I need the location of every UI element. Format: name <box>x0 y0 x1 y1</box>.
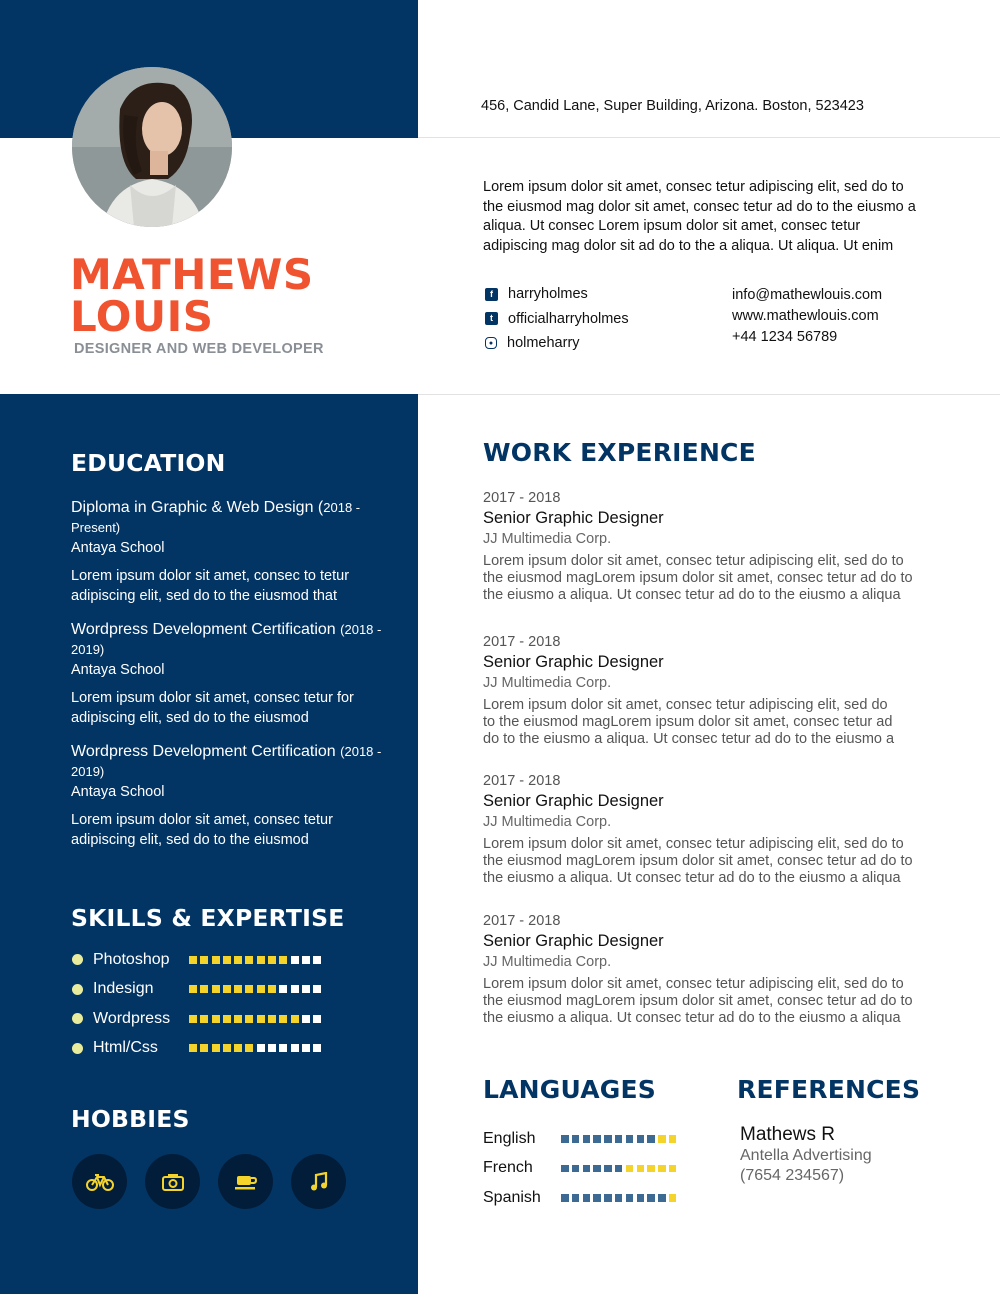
instagram-icon: ● <box>485 337 497 349</box>
language-name: French <box>483 1159 533 1177</box>
contact-phone: +44 1234 56789 <box>732 329 838 345</box>
name-first: MATHEWS <box>70 250 314 299</box>
rating-dot-empty <box>637 1165 645 1173</box>
rating-dot-empty <box>279 985 287 993</box>
rating-dot-filled <box>212 956 220 964</box>
skill-row <box>72 1004 325 1034</box>
education-school: Antaya School <box>71 662 165 678</box>
rating-dot-filled <box>637 1194 645 1202</box>
twitter-icon: t <box>485 312 498 325</box>
rating-dot-filled <box>268 985 276 993</box>
rating-dot-filled <box>626 1135 634 1143</box>
bullet-icon <box>72 954 83 965</box>
about-text: Lorem ipsum dolor sit amet, consec tetur adipiscing elit, sed do to the eiusmod mag dolor sit amet, consec tetur ad do to the eiusmo a aliqua. Ut consec Lorem ipsum dolor sit amet, consec tetur adipiscing mag dolor sit ad do to the a aliqua. Ut aliqua. Ut enim <box>483 179 916 254</box>
rating-dot-filled <box>200 1044 208 1052</box>
rating-dot-empty <box>257 1044 265 1052</box>
full-name <box>70 250 314 341</box>
job-years: 2017 - 2018 <box>483 634 561 650</box>
rating-dot-empty <box>626 1165 634 1173</box>
education-title <box>71 498 391 538</box>
rating-dot-filled <box>583 1194 591 1202</box>
skill-row <box>72 945 325 975</box>
social-handle: holmeharry <box>507 335 580 352</box>
rating-dot-filled <box>604 1135 612 1143</box>
education-item <box>71 498 391 606</box>
rating-dot-filled <box>223 1015 231 1023</box>
rating-dot-filled <box>212 1015 220 1023</box>
rating-dot-empty <box>313 985 321 993</box>
rating-dot-filled <box>647 1135 655 1143</box>
rating-dot-filled <box>200 956 208 964</box>
job-role: DESIGNER AND WEB DEVELOPER <box>74 341 324 357</box>
rating-dot-filled <box>561 1194 569 1202</box>
camera-icon <box>145 1154 200 1209</box>
job-years: 2017 - 2018 <box>483 913 561 929</box>
rating-dot-filled <box>257 985 265 993</box>
rating-dot-filled <box>647 1194 655 1202</box>
rating-dot-filled <box>572 1194 580 1202</box>
skill-name: Wordpress <box>93 1009 171 1027</box>
language-row <box>483 1183 680 1213</box>
rating-dot-empty <box>313 1044 321 1052</box>
rating-dot-filled <box>223 1044 231 1052</box>
languages-list <box>483 1124 680 1213</box>
contact-website[interactable]: www.mathewlouis.com <box>732 308 879 324</box>
rating-dot-empty <box>302 956 310 964</box>
rating-dot-filled <box>268 1015 276 1023</box>
rating-dot-empty <box>268 1044 276 1052</box>
section-divider <box>418 394 1000 395</box>
work-heading: WORK EXPERIENCE <box>483 438 756 467</box>
skill-row <box>72 1034 325 1064</box>
language-name: Spanish <box>483 1188 541 1206</box>
language-rating <box>561 1165 680 1173</box>
education-item <box>71 620 391 728</box>
rating-dot-filled <box>234 985 242 993</box>
language-rating <box>561 1194 680 1202</box>
job-desc: Lorem ipsum dolor sit amet, consec tetur adipiscing elit, sed do to the eiusmod magLorem ipsum dolor sit amet, consec tetur ad do to the eiusmo a aliqua. Ut consec tetur ad do to the eiusmo a <box>483 697 895 747</box>
rating-dot-filled <box>189 1015 197 1023</box>
bullet-icon <box>72 1043 83 1054</box>
skill-name: Photoshop <box>93 950 170 968</box>
rating-dot-empty <box>658 1165 666 1173</box>
rating-dot-empty <box>291 985 299 993</box>
rating-dot-filled <box>561 1165 569 1173</box>
rating-dot-empty <box>669 1135 677 1143</box>
education-heading: EDUCATION <box>71 449 226 477</box>
education-list <box>71 498 391 864</box>
job-desc: Lorem ipsum dolor sit amet, consec tetur adipiscing elit, sed do to the eiusmod magLorem ipsum dolor sit amet, consec tetur ad do to the eiusmo a aliqua. Ut consec tetur ad do to the eiusmo a aliqua <box>483 836 913 886</box>
rating-dot-filled <box>583 1135 591 1143</box>
rating-dot-filled <box>257 956 265 964</box>
education-school: Antaya School <box>71 540 165 556</box>
skill-row <box>72 975 325 1005</box>
rating-dot-empty <box>669 1194 677 1202</box>
job-item <box>483 912 933 1026</box>
name-last: LOUIS <box>70 292 214 341</box>
education-title <box>71 620 391 660</box>
rating-dot-filled <box>279 956 287 964</box>
hobbies-heading: HOBBIES <box>71 1105 190 1133</box>
facebook-icon: f <box>485 288 498 301</box>
rating-dot-filled <box>234 1015 242 1023</box>
reference-card <box>740 1124 872 1186</box>
education-degree: Diploma in Graphic & Web Design ( <box>71 499 324 516</box>
social-handle: harryholmes <box>508 286 588 303</box>
social-list <box>483 282 629 356</box>
rating-dot-filled <box>189 1044 197 1052</box>
rating-dot-filled <box>615 1135 623 1143</box>
rating-dot-filled <box>212 985 220 993</box>
skill-rating <box>189 956 325 964</box>
profile-photo <box>72 67 232 227</box>
education-degree: Wordpress Development Certification <box>71 621 341 638</box>
social-twitter[interactable] <box>483 307 629 332</box>
social-handle: officialharryholmes <box>508 310 629 327</box>
rating-dot-filled <box>572 1165 580 1173</box>
job-title: Senior Graphic Designer <box>483 792 664 810</box>
education-desc: Lorem ipsum dolor sit amet, consec tetur adipiscing elit, sed do to the eiusmod <box>71 812 333 848</box>
rating-dot-filled <box>245 1044 253 1052</box>
education-desc: Lorem ipsum dolor sit amet, consec tetur for adipiscing elit, sed do to the eiusmod <box>71 690 354 726</box>
rating-dot-empty <box>313 956 321 964</box>
job-desc: Lorem ipsum dolor sit amet, consec tetur adipiscing elit, sed do to the eiusmod magLorem ipsum dolor sit amet, consec tetur ad do to the eiusmo a aliqua. Ut consec tetur ad do to the eiusmo a aliqua <box>483 553 913 603</box>
rating-dot-filled <box>223 985 231 993</box>
rating-dot-filled <box>615 1194 623 1202</box>
rating-dot-empty <box>302 985 310 993</box>
rating-dot-empty <box>302 1015 310 1023</box>
skill-rating <box>189 1015 325 1023</box>
bullet-icon <box>72 1013 83 1024</box>
job-company: JJ Multimedia Corp. <box>483 675 612 691</box>
rating-dot-filled <box>279 1015 287 1023</box>
rating-dot-filled <box>291 1015 299 1023</box>
languages-heading: LANGUAGES <box>483 1075 657 1104</box>
language-row <box>483 1154 680 1184</box>
rating-dot-filled <box>658 1194 666 1202</box>
language-rating <box>561 1135 680 1143</box>
rating-dot-filled <box>561 1135 569 1143</box>
rating-dot-filled <box>223 956 231 964</box>
education-item <box>71 742 391 850</box>
rating-dot-filled <box>626 1194 634 1202</box>
rating-dot-filled <box>615 1165 623 1173</box>
education-degree: Wordpress Development Certification <box>71 743 341 760</box>
job-title: Senior Graphic Designer <box>483 509 664 527</box>
rating-dot-filled <box>604 1194 612 1202</box>
rating-dot-filled <box>593 1165 601 1173</box>
language-row <box>483 1124 680 1154</box>
social-facebook[interactable] <box>483 282 629 307</box>
coffee-icon <box>218 1154 273 1209</box>
reference-name: Mathews R <box>740 1124 836 1145</box>
bicycle-icon <box>72 1154 127 1209</box>
rating-dot-filled <box>268 956 276 964</box>
job-title: Senior Graphic Designer <box>483 932 664 950</box>
rating-dot-empty <box>669 1165 677 1173</box>
job-desc: Lorem ipsum dolor sit amet, consec tetur adipiscing elit, sed do to the eiusmod magLorem ipsum dolor sit amet, consec tetur ad do to the eiusmo a aliqua. Ut consec tetur ad do to the eiusmo a aliqua <box>483 976 913 1026</box>
rating-dot-empty <box>302 1044 310 1052</box>
hobbies-list <box>72 1154 364 1209</box>
rating-dot-filled <box>189 985 197 993</box>
rating-dot-empty <box>658 1135 666 1143</box>
skill-name: Indesign <box>93 980 154 998</box>
education-desc: Lorem ipsum dolor sit amet, consec to tetur adipiscing elit, sed do to the eiusmod that <box>71 568 350 604</box>
contact-info <box>732 285 882 348</box>
rating-dot-empty <box>291 956 299 964</box>
rating-dot-filled <box>245 1015 253 1023</box>
skills-list <box>72 945 325 1063</box>
reference-company: Antella Advertising <box>740 1147 872 1164</box>
social-instagram[interactable] <box>483 331 629 356</box>
rating-dot-filled <box>593 1194 601 1202</box>
education-title <box>71 742 391 782</box>
music-icon <box>291 1154 346 1209</box>
bullet-icon <box>72 984 83 995</box>
skill-name: Html/Css <box>93 1039 158 1057</box>
rating-dot-filled <box>257 1015 265 1023</box>
rating-dot-filled <box>583 1165 591 1173</box>
language-name: English <box>483 1129 536 1147</box>
references-heading: REFERENCES <box>737 1075 921 1104</box>
rating-dot-filled <box>200 985 208 993</box>
job-company: JJ Multimedia Corp. <box>483 954 612 970</box>
reference-phone: (7654 234567) <box>740 1167 845 1184</box>
rating-dot-filled <box>234 1044 242 1052</box>
rating-dot-filled <box>200 1015 208 1023</box>
rating-dot-empty <box>313 1015 321 1023</box>
contact-email[interactable]: info@mathewlouis.com <box>732 287 883 303</box>
education-years: (2018 - 2019) <box>71 622 382 657</box>
job-years: 2017 - 2018 <box>483 490 561 506</box>
education-years: (2018 - 2019) <box>71 744 382 779</box>
rating-dot-filled <box>572 1135 580 1143</box>
rating-dot-empty <box>647 1165 655 1173</box>
rating-dot-filled <box>245 985 253 993</box>
rating-dot-filled <box>604 1165 612 1173</box>
education-school: Antaya School <box>71 784 165 800</box>
header-divider <box>418 137 1000 138</box>
rating-dot-filled <box>593 1135 601 1143</box>
address: 456, Candid Lane, Super Building, Arizona. Boston, 523423 <box>481 98 864 114</box>
job-item <box>483 772 933 886</box>
rating-dot-empty <box>291 1044 299 1052</box>
skill-rating <box>189 985 325 993</box>
job-item <box>483 633 933 747</box>
skills-heading: SKILLS & EXPERTISE <box>71 904 345 932</box>
job-title: Senior Graphic Designer <box>483 653 664 671</box>
job-company: JJ Multimedia Corp. <box>483 814 612 830</box>
job-company: JJ Multimedia Corp. <box>483 531 612 547</box>
rating-dot-filled <box>212 1044 220 1052</box>
rating-dot-filled <box>245 956 253 964</box>
rating-dot-empty <box>279 1044 287 1052</box>
rating-dot-filled <box>234 956 242 964</box>
education-years: 2018 - Present) <box>71 500 361 535</box>
job-item <box>483 489 933 603</box>
rating-dot-filled <box>189 956 197 964</box>
job-years: 2017 - 2018 <box>483 773 561 789</box>
skill-rating <box>189 1044 325 1052</box>
rating-dot-filled <box>637 1135 645 1143</box>
